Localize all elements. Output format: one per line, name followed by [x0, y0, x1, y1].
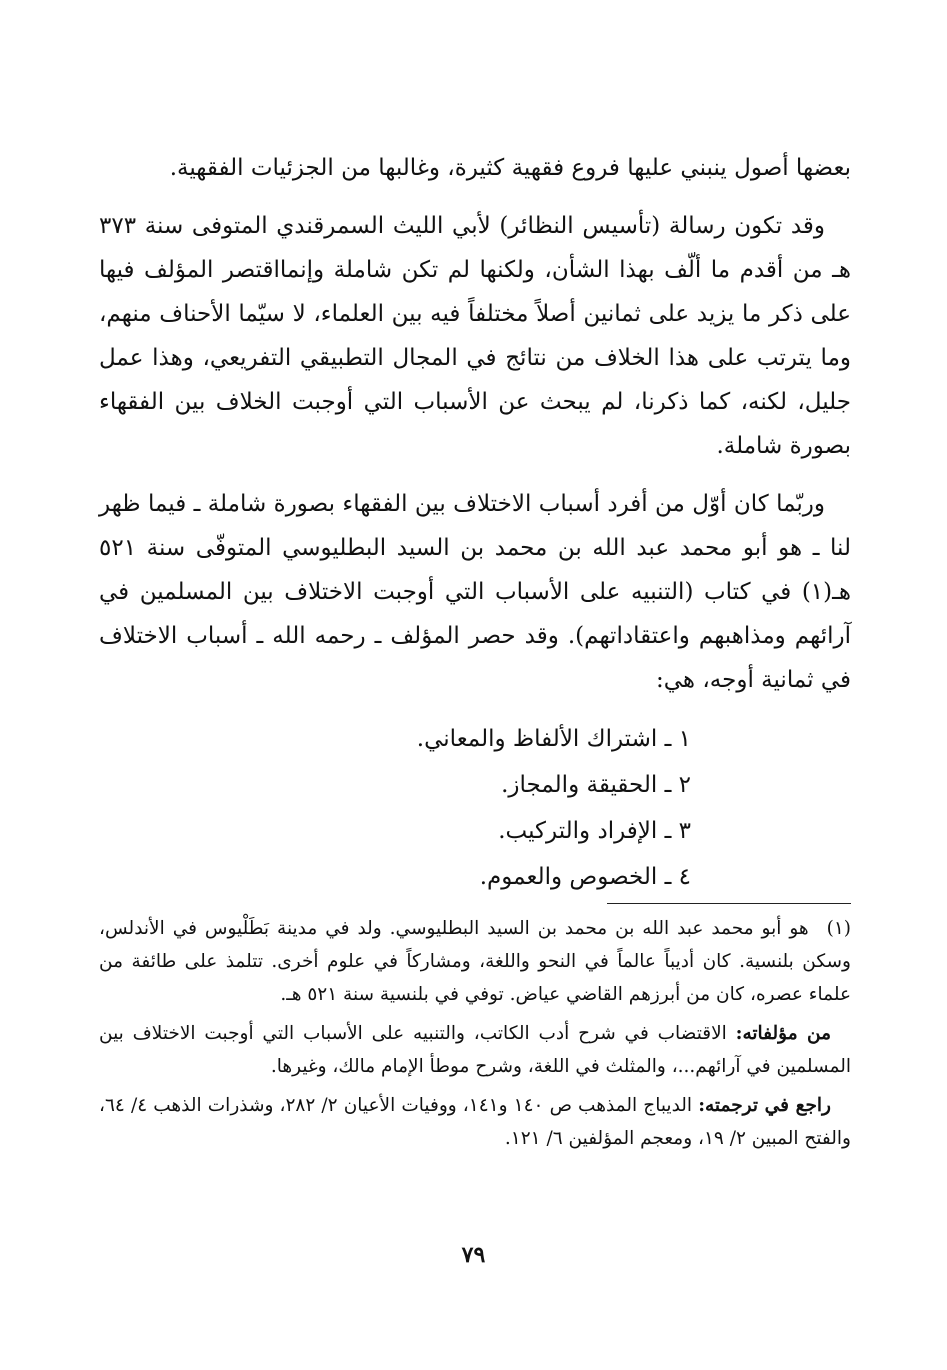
list-item: ٣ ـ الإفراد والتركيب. — [498, 818, 691, 844]
footnote-1 — [99, 912, 851, 1011]
main-text — [99, 146, 851, 900]
list-item: ١ ـ اشتراك الألفاظ والمعاني. — [416, 726, 691, 752]
footnote-works — [99, 1017, 851, 1083]
footnote-refs — [99, 1089, 851, 1155]
footnote-divider — [607, 903, 851, 904]
footnote-refs-lead: راجع في ترجمته: — [698, 1095, 831, 1116]
footnotes — [99, 912, 851, 1161]
footnote-refs-text: الديباج المذهب ص ١٤٠ و١٤١، ووفيات الأعيان ٢/ ٢٨٢، وشذرات الذهب ٤/ ٦٤، والفتح المبين ٢/ ١٩، ومعجم المؤلفين ٦/ ١٢١. — [99, 1095, 851, 1149]
paragraph-3: وربّما كان أوّل من أفرد أسباب الاختلاف بين الفقهاء بصورة شاملة ـ فيما ظهر لنا ـ هو أبو محمد عبد الله بن محمد بن السيد البطليوسي المتوفّى سنة ٥٢١ هـ(١) في كتاب (التنبيه على الأسباب التي أوجبت الاختلاف بين المسلمين في آرائهم ومذاهبهم واعتقاداتهم). وقد حصر المؤلف ـ رحمه الله ـ أسباب الاختلاف في ثمانية أوجه، هي: — [99, 491, 851, 693]
paragraph-2: وقد تكون رسالة (تأسيس النظائر) لأبي الليث السمرقندي المتوفى سنة ٣٧٣ هـ من أقدم ما ألّف بهذا الشأن، ولكنها لم تكن شاملة وإنمااقتصر المؤلف فيها على ذكر ما يزيد على ثمانين أصلاً مختلفاً فيه بين العلماء، لا سيّما الأحناف منهم، وما يترتب على هذا الخلاف من نتائج في المجال التطبيقي التفريعي، وهذا عمل جليل، لكنه، كما ذكرنا، لم يبحث عن الأسباب التي أوجبت الخلاف بين الفقهاء بصورة شاملة. — [99, 213, 851, 459]
reasons-list — [99, 716, 851, 900]
list-item: ٢ ـ الحقيقة والمجاز. — [501, 772, 691, 798]
footnote-works-lead: من مؤلفاته: — [735, 1023, 831, 1044]
paragraph-1: بعضها أصول ينبني عليها فروع فقهية كثيرة، وغالبها من الجزئيات الفقهية. — [169, 155, 851, 181]
list-item: ٤ ـ الخصوص والعموم. — [479, 864, 691, 890]
page-number: ٧٩ — [461, 1242, 486, 1268]
footnote-marker: (١) — [826, 918, 851, 939]
footnote-works-text: الاقتضاب في شرح أدب الكاتب، والتنبيه على الأسباب التي أوجبت الاختلاف بين المسلمين في آرائهم...، والمثلث في اللغة، وشرح موطأ الإمام مالك، وغيرها. — [99, 1023, 851, 1077]
footnote-text: هو أبو محمد عبد الله بن محمد بن السيد البطليوسي. ولد في مدينة بَطَلْيوس في الأندلس، وسكن بلنسية. كان أديباً عالماً في النحو واللغة، ومشاركاً في علوم أخرى. تتلمذ على طائفة من علماء عصره، كان من أبرزهم القاضي عياض. توفي في بلنسية سنة ٥٢١ هـ. — [99, 918, 851, 1005]
